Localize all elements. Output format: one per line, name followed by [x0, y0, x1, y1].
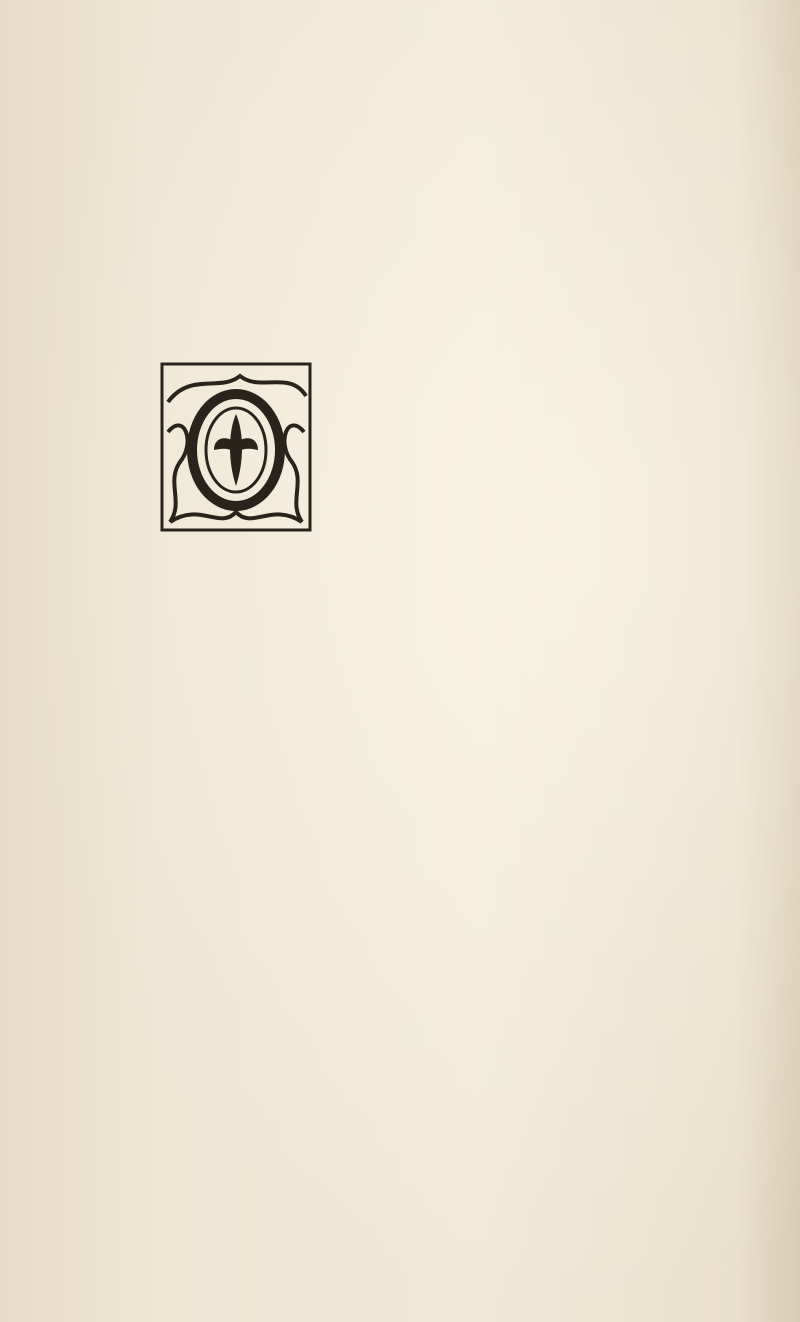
fleuron-ornament-band — [150, 62, 774, 106]
decorated-initial-o-icon — [160, 362, 312, 532]
